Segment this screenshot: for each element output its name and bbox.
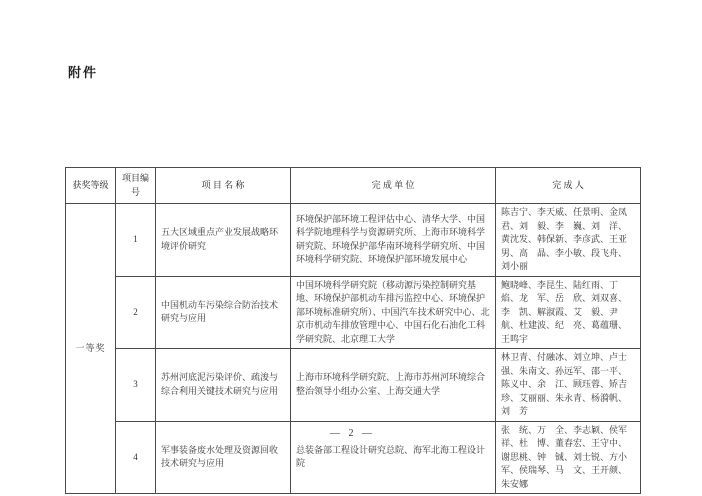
project-name: 五大区域重点产业发展战略环境评价研究 <box>156 204 291 277</box>
project-name: 军事装备废水处理及资源回收技术研究与应用 <box>156 421 291 494</box>
award-table <box>65 167 641 494</box>
project-name: 中国机动车污染综合防治技术研究与应用 <box>156 276 291 349</box>
attachment-label: 附件 <box>68 65 99 80</box>
col-header-project-no: 项目编号 <box>116 168 156 204</box>
project-people: 张 统、万 全、李志颖、侯军祥、杜 博、董春宏、王守中、谢思桃、钟 铖、刘士锐、方小军、侯瑞琴、马 文、王开颜、朱安娜 <box>496 421 641 494</box>
project-org: 中国环境科学研究院（移动源污染控制研究基地、环境保护部机动车排污监控中心、环境保护部环境标准研究所）、中国汽车技术研究中心、北京市机动车排放管理中心、中国石化石油化工科学研究院、北京理工大学 <box>291 276 496 349</box>
col-header-org: 完 成 单 位 <box>291 168 496 204</box>
page-number: — 2 — <box>330 428 372 439</box>
project-org: 总装备部工程设计研究总院、海军北海工程设计院 <box>291 421 496 494</box>
project-no: 1 <box>116 204 156 277</box>
table-row <box>66 349 641 422</box>
award-level-cell: 一等奖 <box>66 204 116 494</box>
project-no: 2 <box>116 276 156 349</box>
project-no: 3 <box>116 349 156 422</box>
project-people: 陈吉宁、李天威、任景明、金凤君、刘 毅、李 巍、刘 洋、黄沈发、韩保新、李彦武、王亚男、高 晶、李小敏、段飞舟、刘小丽 <box>496 204 641 277</box>
col-header-project-name: 项 目 名 称 <box>156 168 291 204</box>
project-people: 鲍晓峰、李昆生、陆红雨、丁 焰、龙 军、岳 欣、刘双喜、李 凯、解淑霞、艾 毅、尹 航、杜建波、纪 亮、葛蕴珊、王鸣宇 <box>496 276 641 349</box>
project-name: 苏州河底泥污染评价、疏浚与综合利用关键技术研究与应用 <box>156 349 291 422</box>
project-no: 4 <box>116 421 156 494</box>
table-row <box>66 276 641 349</box>
col-header-award-level: 获奖等级 <box>66 168 116 204</box>
project-org: 上海市环境科学研究院、上海市苏州河环境综合整治领导小组办公室、上海交通大学 <box>291 349 496 422</box>
project-org: 环境保护部环境工程评估中心、清华大学、中国科学院地理科学与资源研究所、上海市环境科学研究院、环境保护部华南环境科学研究所、中国环境科学研究院、环境保护部环境发展中心 <box>291 204 496 277</box>
col-header-people: 完 成 人 <box>496 168 641 204</box>
table-header-row <box>66 168 641 204</box>
project-people: 林卫青、付融冰、刘立坤、卢士强、朱南文、孙远军、邵一平、陈义中、余 江、顾珏蓉、矫吉珍、艾丽丽、朱永青、杨漪帆、刘 芳 <box>496 349 641 422</box>
table-row <box>66 204 641 277</box>
